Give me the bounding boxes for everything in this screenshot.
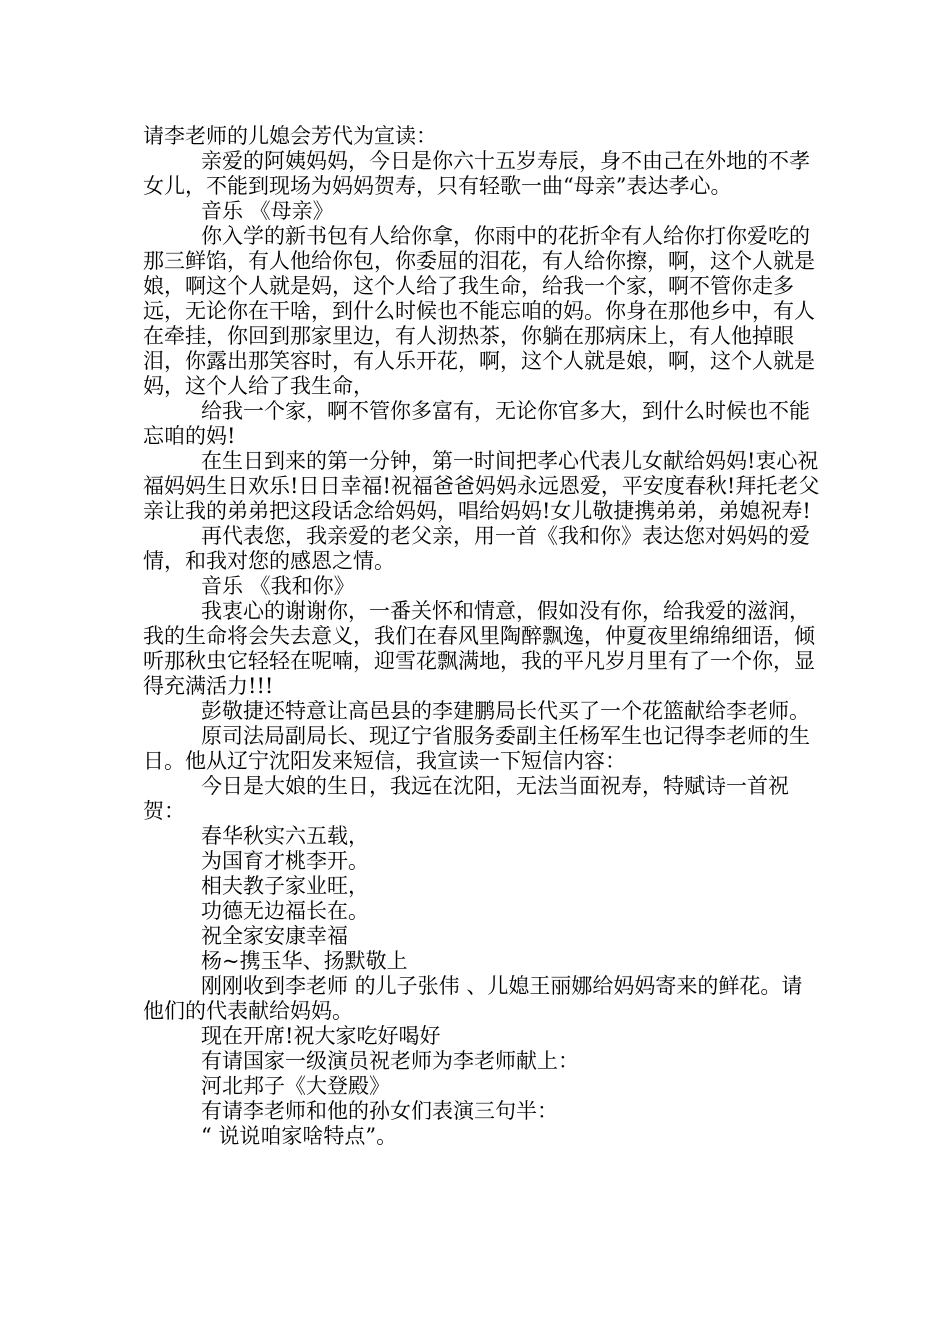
dedication-father: 再代表您，我亲爱的老父亲，用一首《我和你》表达您对妈妈的爱情，和我对您的感恩之情。 — [143, 524, 810, 573]
lyrics-me-and-you: 我衷心的谢谢你，一番关怀和情意，假如没有你，给我爱的滋润，我的生命将会失去意义，我们在春风里陶醉飘逸，仲夏夜里绵绵细语，倾听那秋虫它轻轻在呢喃，迎雪花飘满地，我的平凡岁月里有了一个你，显得充满活力!!! — [143, 599, 815, 698]
lyrics-mother: 你入学的新书包有人给你拿，你雨中的花折伞有人给你打你爱吃的那三鲜馅，有人他给你包，你委屈的泪花，有人给你擦，啊，这个人就是娘，啊这个人就是妈，这个人给了我生命，给我一个家，啊不管你走多远，无论你在干啥，到什么时候也不能忘咱的妈。你身在那他乡中，有人在牵挂，你回到那家里边，有人沏热茶，你躺在那病床上，有人他掉眼泪，你露出那笑容时，有人乐开花，啊，这个人就是娘，啊，这个人就是妈，这个人给了我生命， — [143, 224, 815, 398]
grandchildren-performance-title: “ 说说咱家啥特点”。 — [201, 1124, 398, 1148]
poem-line-1: 春华秋实六五载， — [201, 824, 369, 848]
poem-line-3: 相夫教子家业旺， — [201, 874, 369, 898]
paragraph-intro: 请李老师的儿媳会芳代为宣读： — [143, 124, 437, 148]
paragraph-letter-opening: 亲爱的阿姨妈妈，今日是你六十五岁寿辰，身不由己在外地的不孝女儿，不能到现场为妈妈贺寿，只有轻歌一曲“母亲”表达孝心。 — [143, 149, 810, 198]
lyrics-mother-ending: 给我一个家，啊不管你多富有，无论你官多大，到什么时候也不能忘咱的妈! — [143, 399, 810, 448]
message-content: 今日是大娘的生日，我远在沈阳，无法当面祝寿，特赋诗一首祝贺： — [143, 774, 789, 823]
document-body — [143, 124, 823, 1149]
flower-basket-note: 彭敬捷还特意让高邑县的李建鹏局长代买了一个花篮献给李老师。 — [201, 699, 810, 723]
poem-line-4: 功德无边福长在。 — [201, 899, 369, 923]
performance-invite: 有请国家一级演员祝老师为李老师献上： — [201, 1049, 579, 1073]
poem-wish: 祝全家安康幸福 — [201, 924, 348, 948]
birthday-blessing: 在生日到来的第一分钟，第一时间把孝心代表儿女献给妈妈!衷心祝福妈妈生日欢乐!日日幸福!祝福爸爸妈妈永远恩爱，平安度春秋!拜托老父亲让我的弟弟把这段话念给妈妈，唱给妈妈!女儿敬捷携弟弟，弟媳祝寿! — [143, 449, 820, 523]
music-title-mother: 音乐 《母亲》 — [201, 199, 334, 223]
message-intro: 原司法局副局长、现辽宁省服务委副主任杨军生也记得李老师的生日。他从辽宁沈阳发来短信，我宣读一下短信内容： — [143, 724, 810, 773]
performance-title: 河北邦子《大登殿》 — [201, 1074, 390, 1098]
music-title-me-and-you: 音乐 《我和你》 — [201, 574, 355, 598]
grandchildren-performance-invite: 有请李老师和他的孙女们表演三句半： — [201, 1099, 558, 1123]
banquet-start: 现在开席!祝大家吃好喝好 — [201, 1024, 441, 1048]
flowers-received-note: 刚刚收到李老师 的儿子张伟 、儿媳王丽娜给妈妈寄来的鲜花。请他们的代表献给妈妈。 — [143, 974, 803, 1023]
poem-line-2: 为国育才桃李开。 — [201, 849, 369, 873]
poem-signature: 杨~携玉华、扬默敬上 — [201, 949, 408, 973]
